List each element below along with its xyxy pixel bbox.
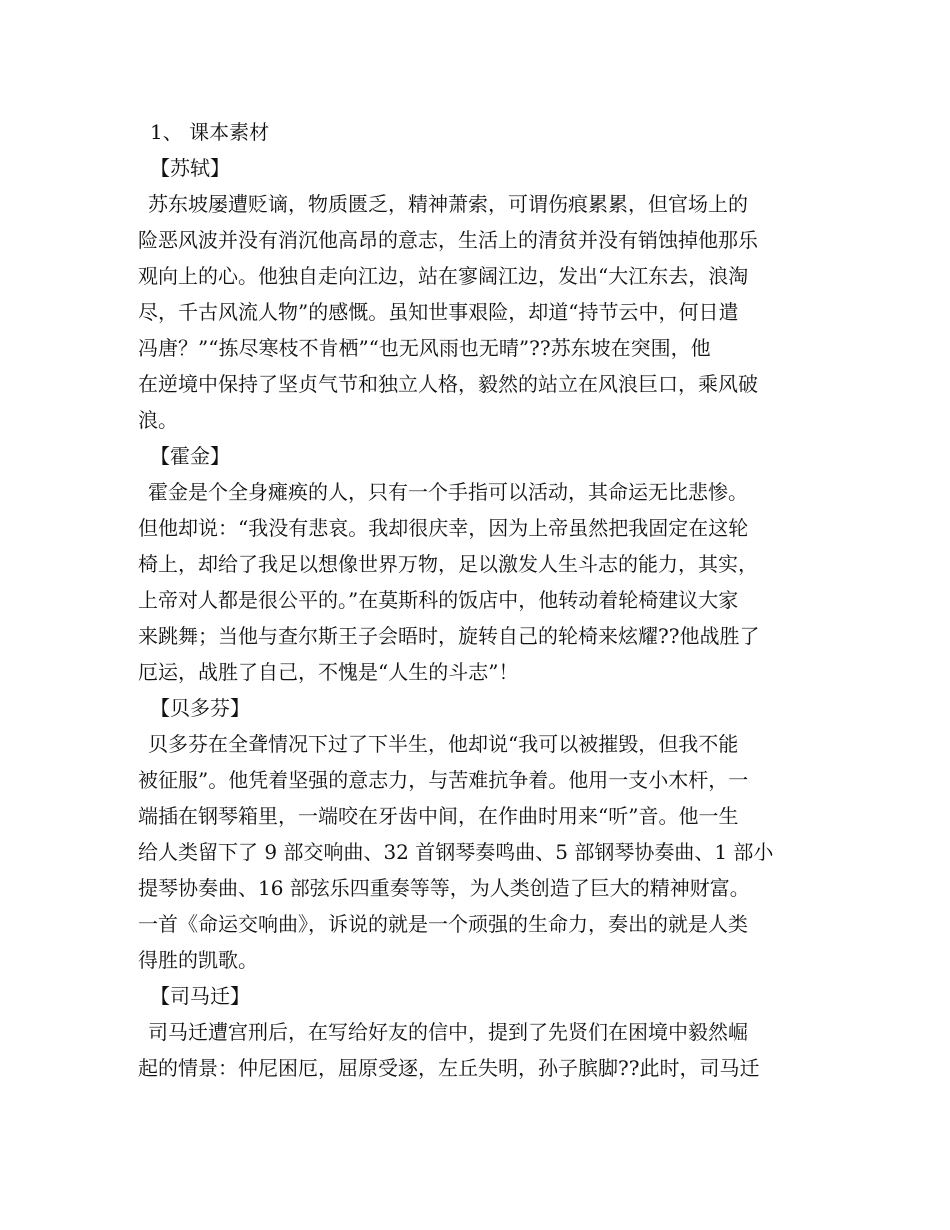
section-title: 【贝多芬】 [150, 696, 250, 720]
paragraph-line: 观向上的心。他独自走向江边，站在寥阔江边，发出“大江东去，浪淘 [138, 264, 749, 288]
section-hawking [138, 438, 814, 690]
section-title: 【司马迁】 [150, 984, 250, 1008]
paragraph-line: 给人类留下了 9 部交响曲、32 首钢琴奏鸣曲、5 部钢琴协奏曲、1 部小 [138, 840, 774, 864]
section-title: 【霍金】 [150, 444, 230, 468]
paragraph-line: 上帝对人都是很公平的。”在莫斯科的饭店中，他转动着轮椅建议大家 [138, 588, 739, 612]
paragraph-line: 椅上，却给了我足以想像世界万物，足以激发人生斗志的能力，其实， [138, 552, 758, 576]
section-paragraph [138, 726, 814, 978]
paragraph-line: 一首《命运交响曲》，诉说的就是一个顽强的生命力，奏出的就是人类 [138, 912, 748, 936]
paragraph-line: 得胜的凯歌。 [138, 948, 258, 972]
paragraph-line: 险恶风波并没有消沉他高昂的意志，生活上的清贫并没有销蚀掉他那乐 [138, 228, 758, 252]
paragraph-line: 尽，千古风流人物”的感慨。虽知世事艰险，却道“持节云中，何日遣 [138, 300, 739, 324]
paragraph-line: 冯唐？”“拣尽寒枝不肯栖”“也无风雨也无晴”??苏东坡在突围，他 [138, 336, 711, 360]
paragraph-line: 被征服”。他凭着坚强的意志力，与苦难抗争着。他用一支小木杆，一 [138, 768, 749, 792]
paragraph-line: 提琴协奏曲、16 部弦乐四重奏等等，为人类创造了巨大的精神财富。 [138, 876, 750, 900]
section-paragraph [138, 474, 814, 690]
paragraph-line: 起的情景：仲尼困厄，屈原受逐，左丘失明，孙子膑脚??此时，司马迁 [138, 1056, 760, 1080]
paragraph-line: 厄运，战胜了自己，不愧是“人生的斗志”！ [138, 660, 519, 684]
paragraph-line: 司马迁遭宫刑后，在写给好友的信中，提到了先贤们在困境中毅然崛 [148, 1020, 748, 1044]
paragraph-line: 霍金是个全身瘫痪的人，只有一个手指可以活动，其命运无比悲惨。 [148, 480, 748, 504]
section-paragraph [138, 1014, 814, 1086]
paragraph-line: 苏东坡屡遭贬谪，物质匮乏，精神萧索，可谓伤痕累累，但官场上的 [148, 192, 748, 216]
paragraph-line: 浪。 [138, 408, 178, 432]
document-heading: 1、 课本素材 [150, 120, 270, 144]
paragraph-line: 端插在钢琴箱里，一端咬在牙齿中间，在作曲时用来“听”音。他一生 [138, 804, 739, 828]
section-beethoven [138, 690, 814, 978]
section-sushi [138, 150, 814, 438]
document-body [138, 114, 814, 1086]
paragraph-line: 贝多芬在全聋情况下过了下半生，他却说“我可以被摧毁，但我不能 [148, 732, 739, 756]
section-paragraph [138, 186, 814, 438]
paragraph-line: 来跳舞；当他与查尔斯王子会晤时，旋转自己的轮椅来炫耀??他战胜了 [138, 624, 760, 648]
section-simaqian [138, 978, 814, 1086]
paragraph-line: 但他却说：“我没有悲哀。我却很庆幸，因为上帝虽然把我固定在这轮 [138, 516, 749, 540]
paragraph-line: 在逆境中保持了坚贞气节和独立人格，毅然的站立在风浪巨口，乘风破 [138, 372, 758, 396]
section-title: 【苏轼】 [150, 156, 230, 180]
